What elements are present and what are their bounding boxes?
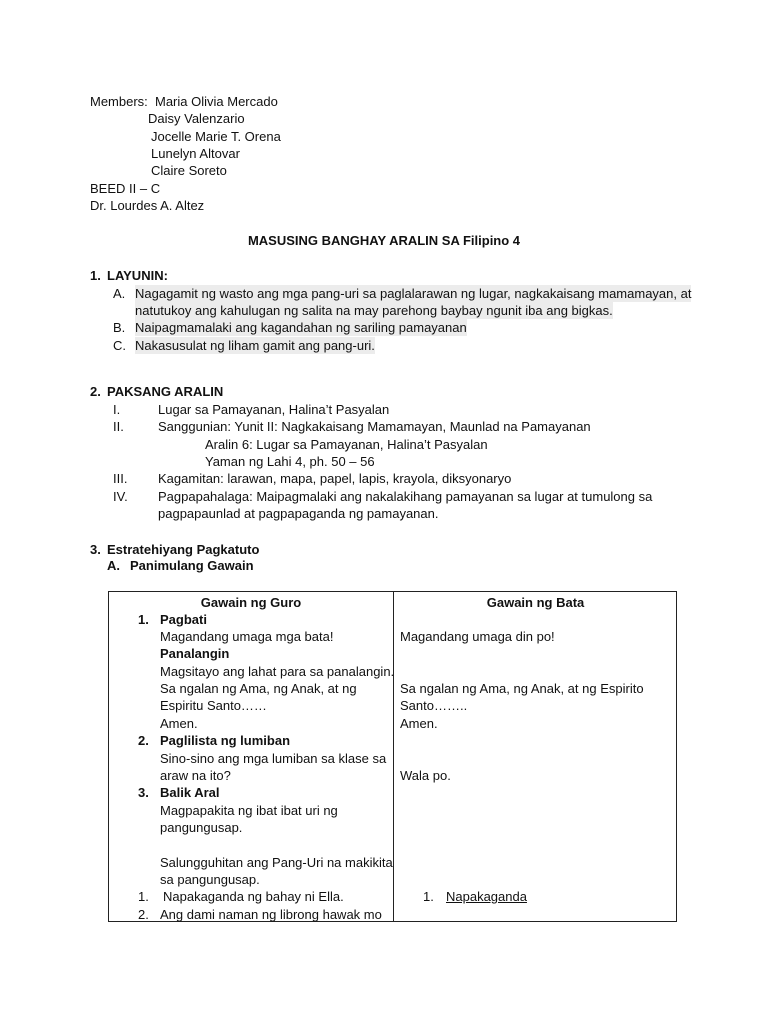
teacher-line: Magandang umaga mga bata! (160, 629, 334, 644)
topic-item-text: Lugar sa Pamayanan, Halina’t Pasyalan (158, 402, 390, 417)
member-name: Claire Soreto (151, 163, 227, 178)
member-name: Lunelyn Altovar (151, 146, 240, 161)
teacher-line: Sino-sino ang mga lumiban sa klase sa (160, 751, 387, 766)
teacher-line: Salungguhitan ang Pang-Uri na makikita (160, 855, 393, 870)
topic-item-text: pagpapaunlad at pagpapaganda ng pamayanan. (158, 506, 439, 521)
paksang-aralin-heading: PAKSANG ARALIN (107, 384, 224, 399)
example-sentence: Napakaganda ng bahay ni Ella. (163, 889, 344, 904)
objective-text: Naipagmamalaki ang kagandahan ng sariling pamayanan (135, 320, 467, 335)
teacher-line: Espiritu Santo…… (160, 698, 267, 713)
instructor-name: Dr. Lourdes A. Altez (90, 198, 205, 213)
roman-numeral: IV. (113, 489, 128, 504)
page-title: MASUSING BANGHAY ARALIN SA Filipino 4 (247, 233, 521, 248)
estratehiya-number: 3. (90, 542, 101, 557)
topic-item-text: Pagpapahalaga: Maipagmalaki ang nakalakihang pamayanan sa lugar at tumulong sa (158, 489, 653, 504)
member-name: Jocelle Marie T. Orena (151, 129, 281, 144)
teacher-line: sa pangungusap. (160, 872, 260, 887)
activity-table (108, 591, 677, 922)
layunin-number: 1. (90, 268, 101, 283)
example-sentence: Ang dami naman ng librong hawak mo (160, 907, 382, 922)
members-label: Members: (90, 94, 148, 109)
objective-letter: A. (113, 286, 126, 301)
teacher-line: Magsitayo ang lahat para sa panalangin. (160, 664, 395, 679)
student-line: Sa ngalan ng Ama, ng Anak, at ng Espirito (400, 681, 644, 696)
example-number: 2. (138, 907, 149, 922)
column-header-guro: Gawain ng Guro (200, 595, 302, 610)
step-heading: Balik Aral (160, 785, 220, 800)
answer-number: 1. (423, 889, 434, 904)
objective-letter: C. (113, 338, 126, 353)
layunin-heading: LAYUNIN: (107, 268, 168, 283)
subsection-letter: A. (107, 558, 120, 573)
column-header-bata: Gawain ng Bata (486, 595, 585, 610)
topic-item-subtext: Yaman ng Lahi 4, ph. 50 – 56 (205, 454, 375, 469)
teacher-line: araw na ito? (160, 768, 231, 783)
section-label: BEED II – C (90, 181, 161, 196)
roman-numeral: III. (113, 471, 128, 486)
roman-numeral: II. (113, 419, 124, 434)
objective-text: Nakasusulat ng liham gamit ang pang-uri. (135, 338, 375, 353)
answer-word: Napakaganda (446, 889, 527, 904)
topic-item-subtext: Aralin 6: Lugar sa Pamayanan, Halina’t Pasyalan (205, 437, 488, 452)
teacher-line: pangungusap. (160, 820, 243, 835)
roman-numeral: I. (113, 402, 121, 417)
objective-letter: B. (113, 320, 126, 335)
objective-text: natutukoy ang kahulugan ng salita na may parehong baybay ngunit iba ang bigkas. (135, 303, 613, 318)
student-line: Santo…….. (400, 698, 468, 713)
step-number: 3. (138, 785, 149, 800)
student-line: Wala po. (400, 768, 451, 783)
paksang-aralin-number: 2. (90, 384, 101, 399)
step-number: 2. (138, 733, 149, 748)
topic-item-text: Kagamitan: larawan, mapa, papel, lapis, krayola, diksyonaryo (158, 471, 512, 486)
subsection-heading: Panimulang Gawain (130, 558, 254, 573)
member-name: Maria Olivia Mercado (155, 94, 278, 109)
teacher-line: Amen. (160, 716, 198, 731)
step-number: 1. (138, 612, 149, 627)
topic-item-text: Sanggunian: Yunit II: Nagkakaisang Mamamayan, Maunlad na Pamayanan (158, 419, 591, 434)
step-heading: Panalangin (160, 646, 230, 661)
student-line: Amen. (400, 716, 438, 731)
example-number: 1. (138, 889, 149, 904)
objective-text: Nagagamit ng wasto ang mga pang-uri sa paglalarawan ng lugar, nagkakaisang mamamayan, at (135, 286, 692, 301)
teacher-line: Magpapakita ng ibat ibat uri ng (160, 803, 338, 818)
column-divider (393, 592, 394, 921)
estratehiya-heading: Estratehiyang Pagkatuto (107, 542, 260, 557)
step-heading: Paglilista ng lumiban (160, 733, 291, 748)
member-name: Daisy Valenzario (148, 111, 245, 126)
step-heading: Pagbati (160, 612, 207, 627)
student-line: Magandang umaga din po! (400, 629, 555, 644)
teacher-line: Sa ngalan ng Ama, ng Anak, at ng (160, 681, 357, 696)
